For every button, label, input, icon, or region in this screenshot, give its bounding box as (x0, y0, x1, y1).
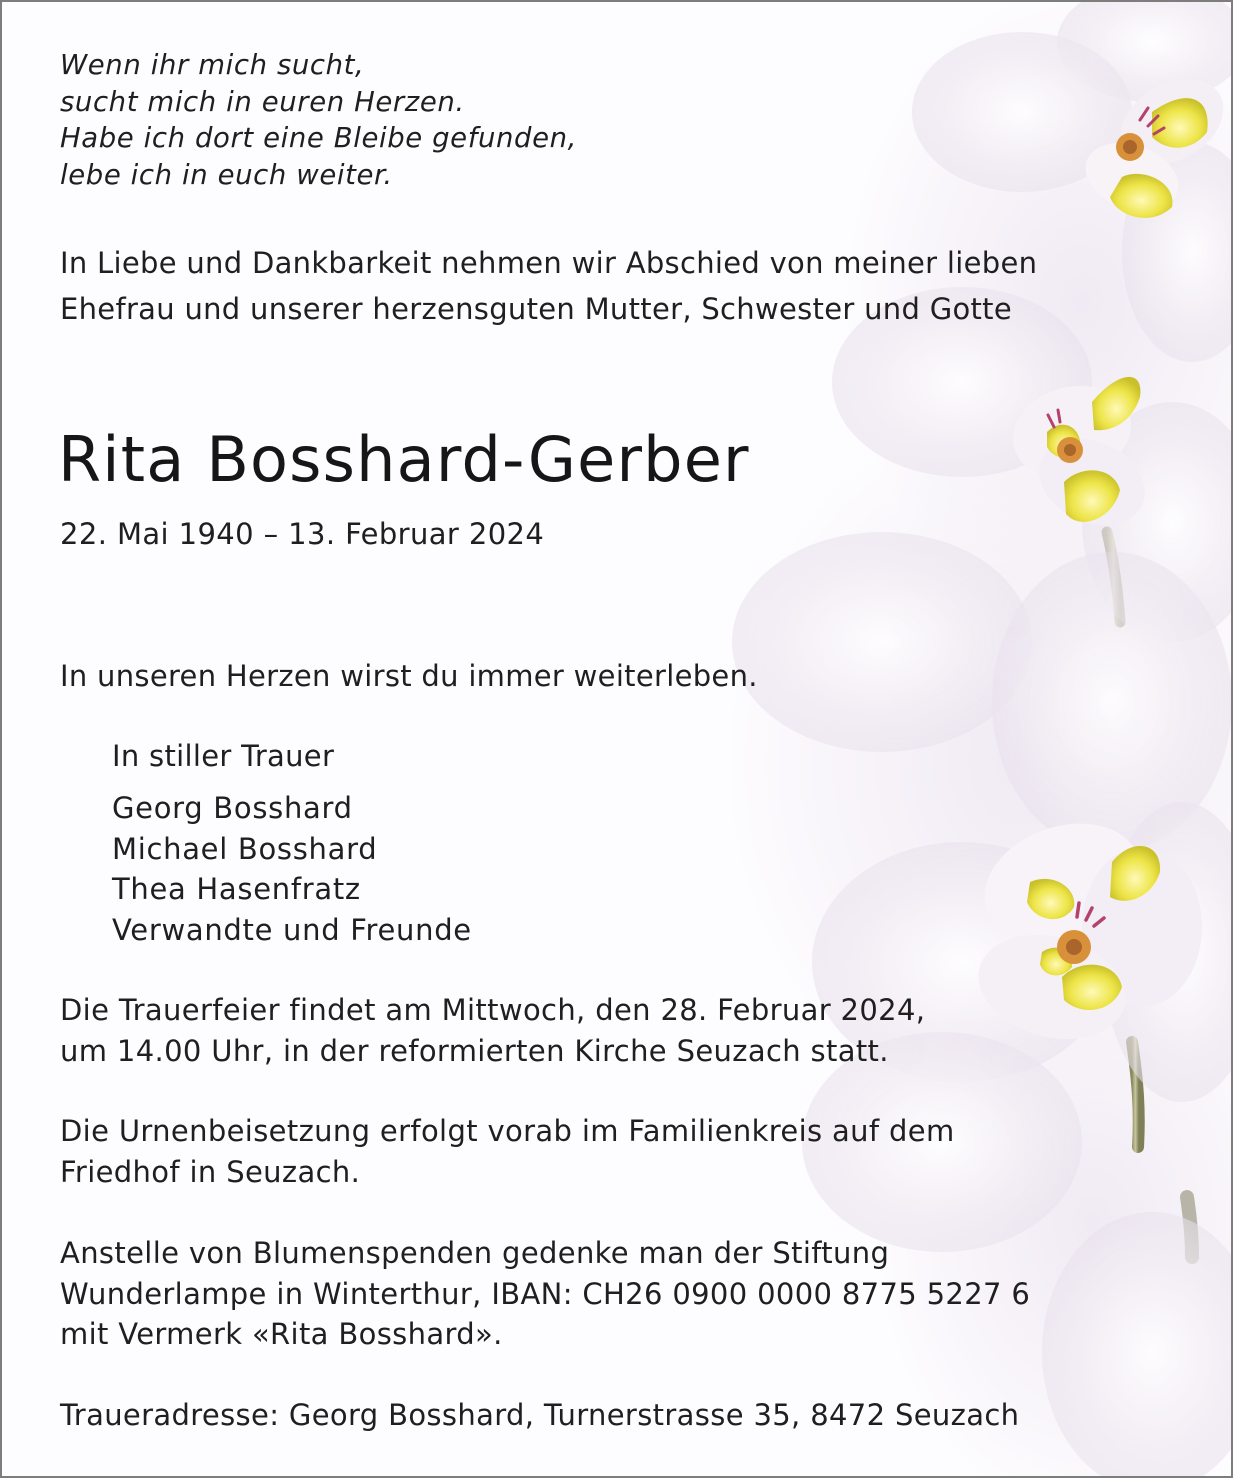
life-dates: 22. Mai 1940 – 13. Februar 2024 (60, 517, 545, 551)
poem-line: Habe ich dort eine Bleibe gefunden, (60, 122, 577, 154)
donation-info (60, 1233, 1030, 1355)
farewell-intro-line: In Liebe und Dankbarkeit nehmen wir Abschied von meiner lieben (60, 246, 1038, 280)
mourner-name: Georg Bosshard (112, 791, 353, 825)
urn-burial-line: Die Urnenbeisetzung erfolgt vorab im Familienkreis auf dem (60, 1114, 955, 1148)
funeral-info (60, 990, 925, 1071)
funeral-info-line: um 14.00 Uhr, in der reformierten Kirche Seuzach statt. (60, 1033, 889, 1068)
poem-line: sucht mich in euren Herzen. (60, 85, 465, 118)
farewell-intro-line: Ehefrau und unserer herzensguten Mutter, Schwester und Gotte (60, 292, 1012, 326)
donation-line: mit Vermerk «Rita Bosshard». (60, 1317, 503, 1351)
mourner-name: Verwandte und Freunde (112, 912, 472, 947)
urn-burial-line: Friedhof in Seuzach. (60, 1154, 361, 1189)
funeral-info-line: Die Trauerfeier findet am Mittwoch, den 28. Februar 2024, (60, 993, 926, 1027)
poem (60, 47, 577, 193)
donation-line: Anstelle von Blumenspenden gedenke man der Stiftung (60, 1236, 890, 1270)
urn-burial-info (60, 1111, 955, 1192)
farewell-intro (60, 240, 1037, 332)
donation-line: Wunderlampe in Winterthur, IBAN: CH26 0900 0000 8775 5227 6 (60, 1276, 1031, 1311)
poem-line: lebe ich in euch weiter. (60, 158, 393, 191)
mourners-intro: In stiller Trauer (112, 739, 335, 773)
notice-content (2, 2, 1231, 1476)
mourner-name: Michael Bosshard (112, 831, 378, 866)
mourners-list (112, 788, 472, 950)
mourner-name: Thea Hasenfratz (112, 872, 361, 906)
poem-line: Wenn ihr mich sucht, (60, 49, 365, 81)
deceased-name: Rita Bosshard-Gerber (58, 423, 750, 496)
mourning-address: Traueradresse: Georg Bosshard, Turnerstrasse 35, 8472 Seuzach (60, 1398, 1020, 1432)
motto: In unseren Herzen wirst du immer weiterleben. (60, 659, 758, 693)
